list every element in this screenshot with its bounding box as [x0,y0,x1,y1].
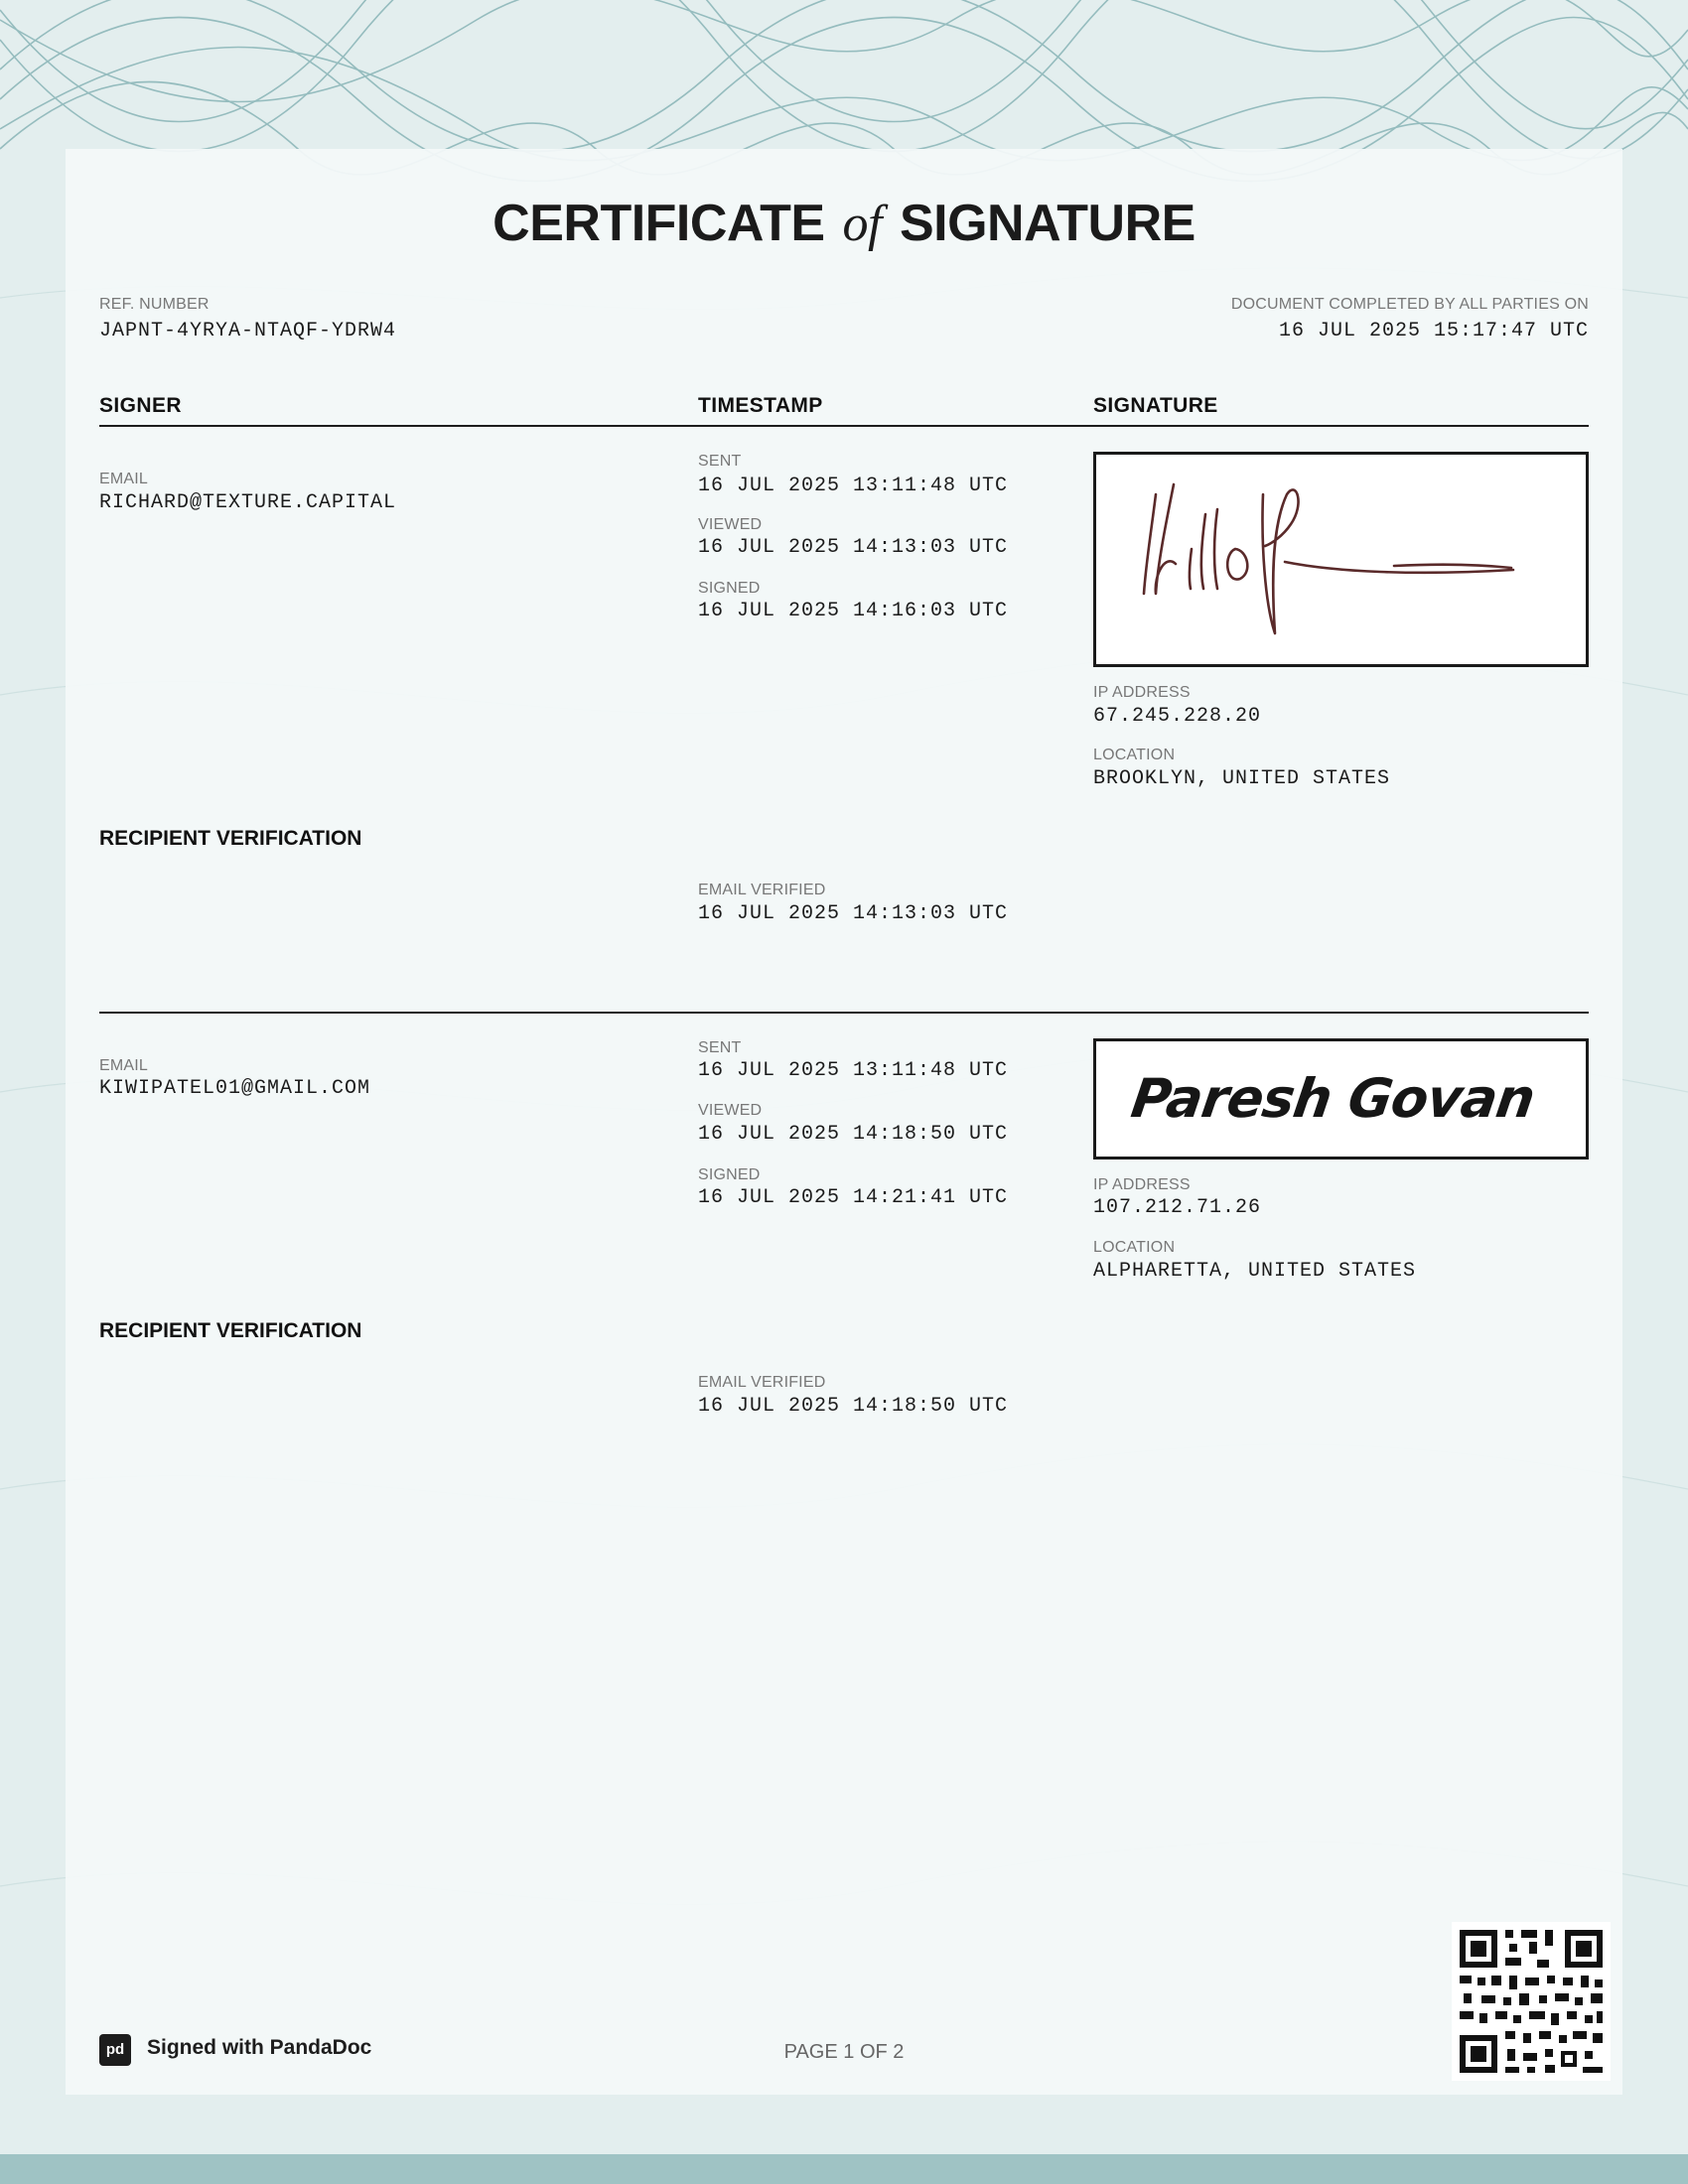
signer-2-email-verified: 16 JUL 2025 14:18:50 UTC [698,1395,1009,1418]
signer-2-email-verified-label: EMAIL VERIFIED [698,1374,826,1391]
signer-1-viewed-label: VIEWED [698,516,763,533]
signer-1-sent-label: SENT [698,453,742,470]
signature-column-header: SIGNATURE [1093,394,1218,417]
signer-1-location-label: LOCATION [1093,747,1176,763]
signer-1-signed-label: SIGNED [698,580,761,597]
timestamp-column-header: TIMESTAMP [698,394,823,417]
signer-2-sent: 16 JUL 2025 13:11:48 UTC [698,1059,1009,1082]
signer-1-signature-image [1096,455,1586,664]
qr-code-icon[interactable] [1452,1922,1611,2081]
completed-label: DOCUMENT COMPLETED BY ALL PARTIES ON [1230,296,1589,313]
signer-2-verification-title: RECIPIENT VERIFICATION [99,1319,362,1342]
signer-1-email-verified: 16 JUL 2025 14:13:03 UTC [698,902,1009,925]
header-divider [99,425,1589,427]
signer-1-ip-label: IP ADDRESS [1093,684,1191,701]
signer-2-signed: 16 JUL 2025 14:21:41 UTC [698,1186,1009,1209]
signer-1-email-label: EMAIL [99,471,149,487]
signer-1-sent: 16 JUL 2025 13:11:48 UTC [698,475,1009,497]
signer-2-signature-box [1093,1038,1589,1160]
signer-2-email: KIWIPATEL01@GMAIL.COM [99,1077,371,1100]
signer-2-viewed-label: VIEWED [698,1102,763,1119]
signer-1-ip: 67.245.228.20 [1093,705,1262,728]
signer-1-verification-title: RECIPIENT VERIFICATION [99,827,362,850]
page-number: PAGE 1 OF 2 [783,2041,905,2063]
pandadoc-logo-icon: pd [99,2034,131,2066]
signer-1-signature-box [1093,452,1589,667]
signer-divider [99,1012,1589,1014]
signer-2-location: ALPHARETTA, UNITED STATES [1093,1260,1417,1283]
completed-value: 16 JUL 2025 15:17:47 UTC [1278,320,1589,342]
ref-number-value: JAPNT-4YRYA-NTAQF-YDRW4 [99,320,397,342]
signer-2-email-label: EMAIL [99,1057,149,1074]
signer-2-sent-label: SENT [698,1039,742,1056]
signer-2-location-label: LOCATION [1093,1239,1176,1256]
signer-2-signature-image: Paresh Govan [1127,1067,1539,1130]
ref-number-label: REF. NUMBER [99,296,210,313]
signer-1-signed: 16 JUL 2025 14:16:03 UTC [698,600,1009,622]
page-title: CERTIFICATE of SIGNATURE [492,195,1196,252]
signer-1-viewed: 16 JUL 2025 14:13:03 UTC [698,536,1009,559]
signer-2-viewed: 16 JUL 2025 14:18:50 UTC [698,1123,1009,1146]
signer-2-ip-label: IP ADDRESS [1093,1176,1191,1193]
signed-with-pandadoc[interactable]: Signed with PandaDoc [147,2036,372,2059]
signer-2-signed-label: SIGNED [698,1166,761,1183]
signer-1-location: BROOKLYN, UNITED STATES [1093,767,1391,790]
signer-1-email-verified-label: EMAIL VERIFIED [698,882,826,898]
signer-1-email: RICHARD@TEXTURE.CAPITAL [99,491,397,514]
signer-2-ip: 107.212.71.26 [1093,1196,1262,1219]
signer-column-header: SIGNER [99,394,182,417]
